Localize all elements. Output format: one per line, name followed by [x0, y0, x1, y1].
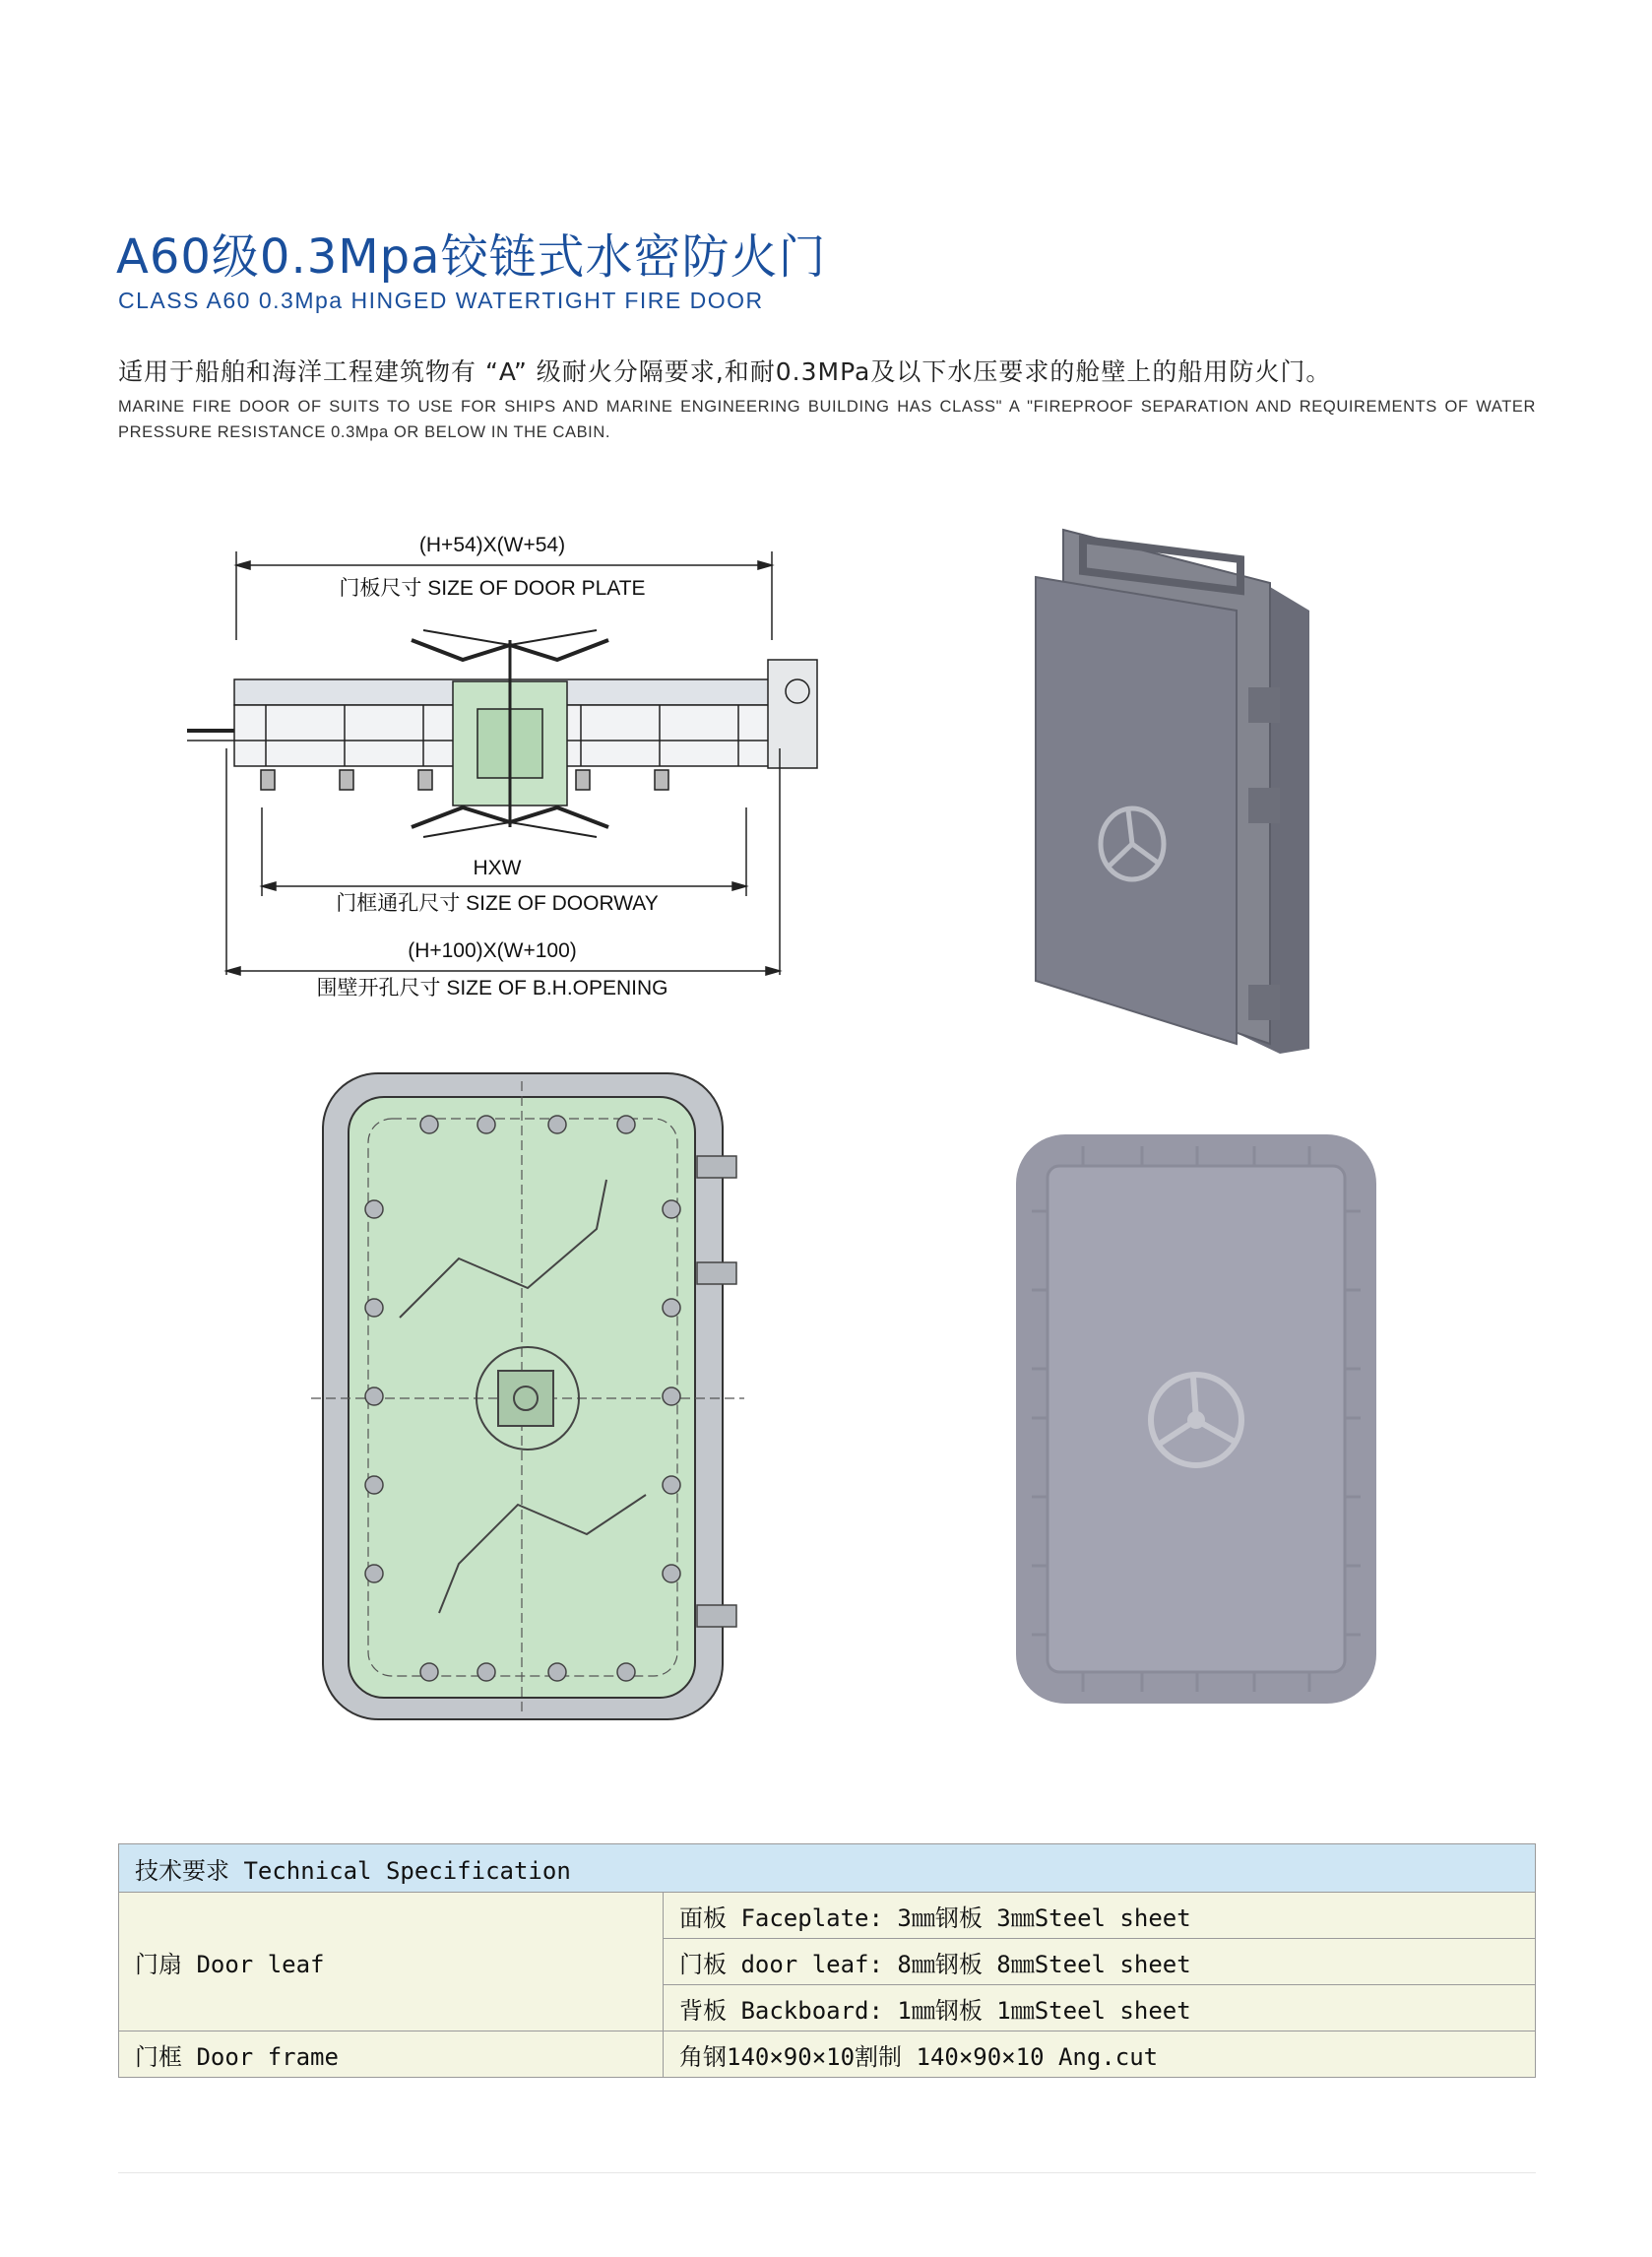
table-header: 技术要求 Technical Specification	[119, 1844, 1536, 1893]
table-row	[119, 2031, 1536, 2078]
section-drawing	[167, 512, 837, 1004]
description-en: MARINE FIRE DOOR OF SUITS TO USE FOR SHIPS AND MARINE ENGINEERING BUILDING HAS CLASS" A "FIREPROOF SEPARATION AND REQUIREMENTS OF WATER PRESSURE RESISTANCE 0.3Mpa OR BELOW IN THE CABIN.	[118, 398, 1536, 441]
door-leaf-value: 门板 door leaf: 8㎜钢板 8㎜Steel sheet	[664, 1939, 1536, 1985]
page-title-cn: A60级0.3Mpa铰链式水密防火门	[116, 229, 827, 285]
doorway-dimension: HXW	[473, 857, 522, 879]
door-leaf-label: 门扇 Door leaf	[119, 1893, 664, 2031]
backboard-value: 背板 Backboard: 1㎜钢板 1㎜Steel sheet	[664, 1985, 1536, 2031]
door-plan-drawing	[311, 1062, 744, 1731]
doorway-size-label: 门框通孔尺寸 SIZE OF DOORWAY	[336, 892, 659, 915]
opening-dimension: (H+100)X(W+100)	[408, 939, 577, 962]
door-3d-render	[1004, 512, 1378, 1064]
door-front-render	[1014, 1132, 1378, 1706]
plate-size-label: 门板尺寸 SIZE OF DOOR PLATE	[339, 577, 646, 600]
page-title-en: CLASS A60 0.3Mpa HINGED WATERTIGHT FIRE DOOR	[118, 288, 764, 313]
table-row	[119, 1893, 1536, 1939]
tech-spec-table	[118, 1843, 1536, 2078]
faceplate-value: 面板 Faceplate: 3㎜钢板 3㎜Steel sheet	[664, 1893, 1536, 1939]
table-header-row	[119, 1844, 1536, 1893]
door-frame-label: 门框 Door frame	[119, 2031, 664, 2078]
description-cn: 适用于船舶和海洋工程建筑物有 “A” 级耐火分隔要求,和耐0.3MPa及以下水压要求的舱壁上的船用防火门。	[118, 357, 1332, 386]
plate-dimension: (H+54)X(W+54)	[418, 534, 566, 556]
opening-size-label: 围壁开孔尺寸 SIZE OF B.H.OPENING	[316, 977, 668, 1000]
door-frame-value: 角钢140×90×10割制 140×90×10 Ang.cut	[664, 2031, 1536, 2078]
footer-divider	[118, 2172, 1536, 2173]
